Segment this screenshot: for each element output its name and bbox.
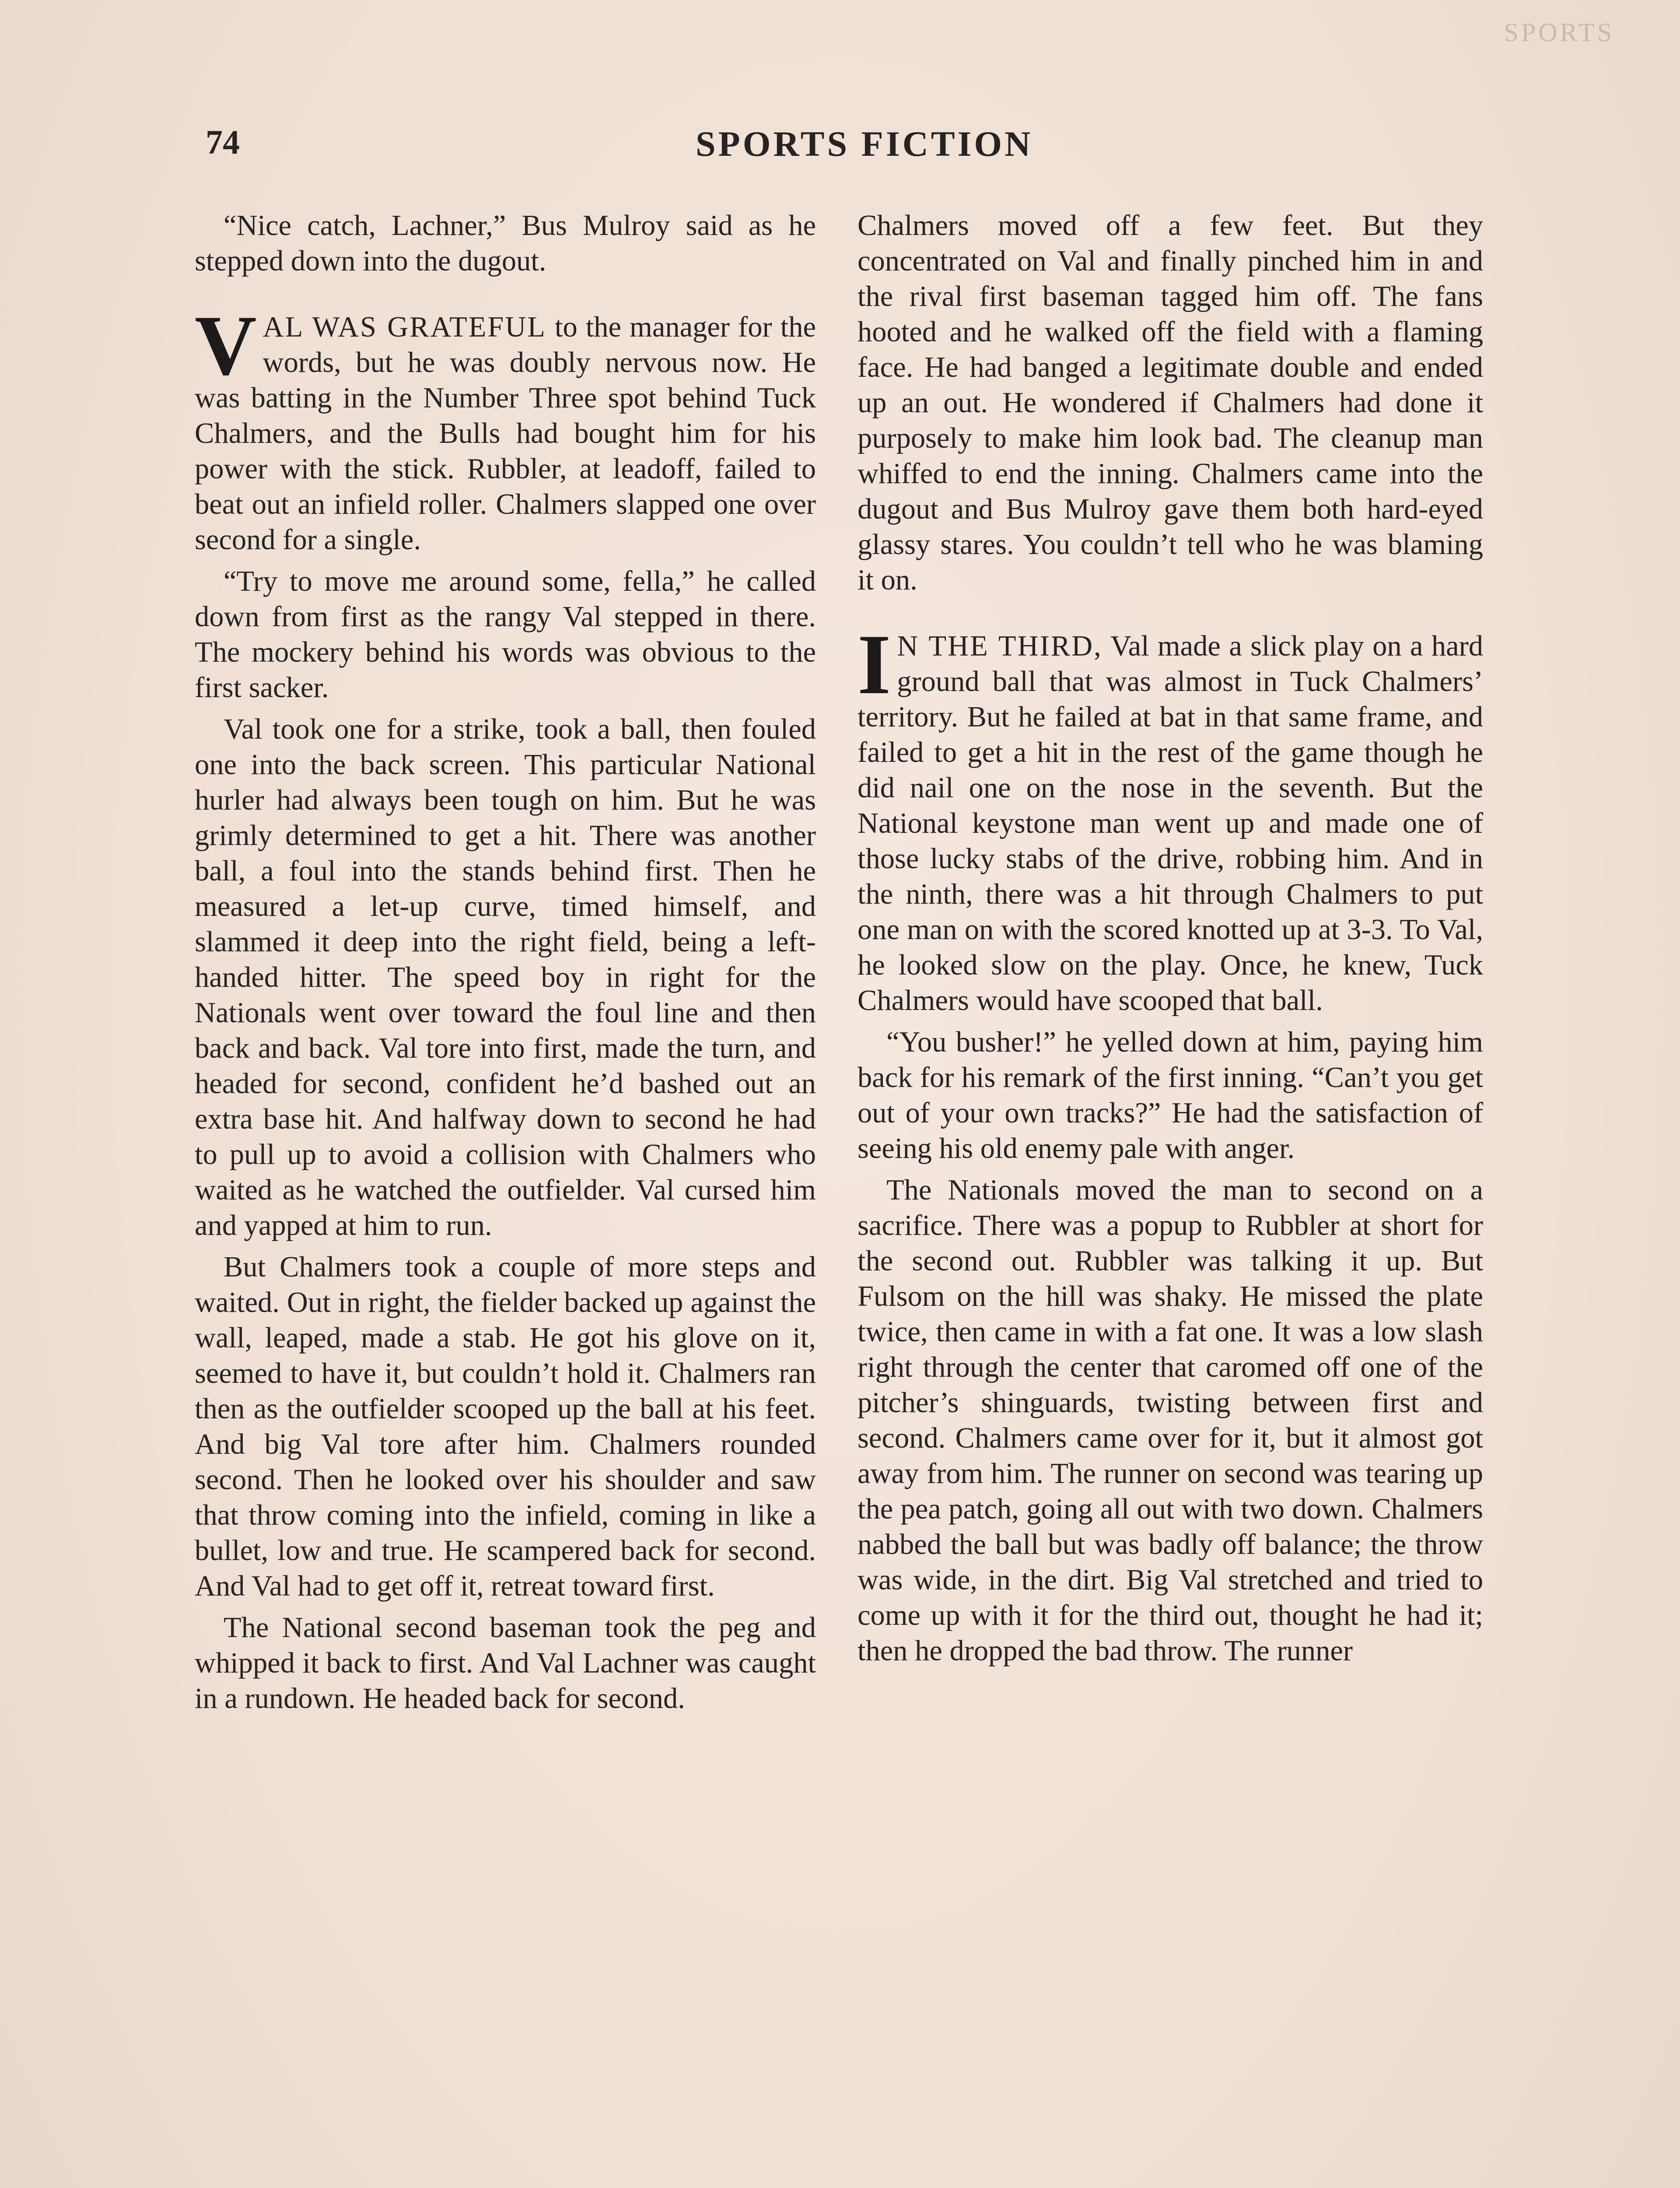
paragraph: “You busher!” he yelled down at him, paying him back for his remark of the first inning. “Can’t you get out of your own tracks?” He had the satisfaction of seeing his old enemy pale with anger.	[858, 1026, 1483, 1164]
left-column	[195, 208, 816, 1722]
right-column	[858, 208, 1483, 1675]
paragraph-text: Val made a slick play on a hard ground ball that was almost in Tuck Chalmers’ territory. But he failed at bat in that same frame, and failed to get a hit in the rest of the game though he did nail one on the nose in the seventh. But the National keystone man went up and made one of those lucky stabs of the drive, robbing him. And in the ninth, there was a hit through Chalmers to put one man on with the scored knotted up at 3-3. To Val, he looked slow on the play. Once, he knew, Tuck Chalmers would have scooped that ball.	[858, 630, 1484, 1017]
paragraph-dropcap	[195, 298, 816, 558]
lead-in-caps: N THE THIRD,	[897, 630, 1102, 662]
page-number: 74	[206, 123, 240, 161]
paragraph: The National second baseman took the peg and whipped it back to first. And Val Lachner was caught in a rundown. He headed back for second.	[195, 1612, 816, 1715]
paragraph-dropcap	[858, 617, 1484, 1018]
paragraph-text: to the manager for the words, but he was doubly nervous now. He was batting in the Number Three spot behind Tuck Chalmers, and the Bulls had bought him for his power with the stick. Rubbler, at leadoff, failed to beat out an infield roller. Chalmers slapped one over second for a single.	[195, 311, 816, 556]
paragraph: Val took one for a strike, took a ball, then fouled one into the back screen. This particular National hurler had always been tough on him. But he was grimly determined to get a hit. There was another ball, a foul into the stands behind first. Then he measured a let-up curve, timed himself, and slammed it deep into the right field, being a left-handed hitter. The speed boy in right for the Nationals went over toward the foul line and then back and back. Val tore into first, made the turn, and headed for second, confident he’d bashed out an extra base hit. And halfway down to second he had to pull up to avoid a collision with Chalmers who waited as he watched the outfielder. Val cursed him and yapped at him to run.	[195, 713, 816, 1241]
paragraph: The Nationals moved the man to second on a sacrifice. There was a popup to Rubbler at short for the second out. Rubbler was talking it up. But Fulsom on the hill was shaky. He missed the plate twice, then came in with a fat one. It was a low slash right through the center that caromed off one of the pitcher’s shinguards, twisting between first and second. Chalmers came over for it, but it almost got away from him. The runner on second was tearing up the pea patch, going all out with two down. Chalmers nabbed the ball but was badly off balance; the throw was wide, in the dirt. Big Val stretched and tried to come up with it for the third out, thought he had it; then he dropped the bad throw. The runner	[858, 1174, 1483, 1667]
paragraph: But Chalmers took a couple of more steps and waited. Out in right, the fielder backed up against the wall, leaped, made a stab. He got his glove on it, seemed to have it, but couldn’t hold it. Chalmers ran then as the outfielder scooped up the ball at his feet. And big Val tore after him. Chalmers rounded second. Then he looked over his shoulder and saw that throw coming into the infield, coming in like a bullet, low and true. He scampered back for second. And Val had to get off it, retreat toward first.	[195, 1251, 816, 1602]
corner-mark: SPORTS	[1504, 18, 1614, 47]
lead-in-caps: AL WAS GRATEFUL	[262, 311, 546, 343]
paragraph: “Try to move me around some, fella,” he called down from first as the rangy Val stepped in there. The mockery behind his words was obvious to the first sacker.	[195, 565, 816, 704]
paragraph: Chalmers moved off a few feet. But they concentrated on Val and finally pinched him in and the rival first baseman tagged him off. The fans hooted and he walked off the field with a flaming face. He had banged a legitimate double and ended up an out. He wondered if Chalmers had done it purposely to make him look bad. The cleanup man whiffed to end the inning. Chalmers came into the dugout and Bus Mulroy gave them both hard-eyed glassy stares. You couldn’t tell who he was blaming it on.	[858, 210, 1483, 596]
drop-cap: I	[858, 617, 891, 712]
running-title: SPORTS FICTION	[696, 124, 1033, 164]
drop-cap: V	[195, 298, 257, 393]
paragraph: “Nice catch, Lachner,” Bus Mulroy said as he stepped down into the dugout.	[195, 210, 816, 277]
